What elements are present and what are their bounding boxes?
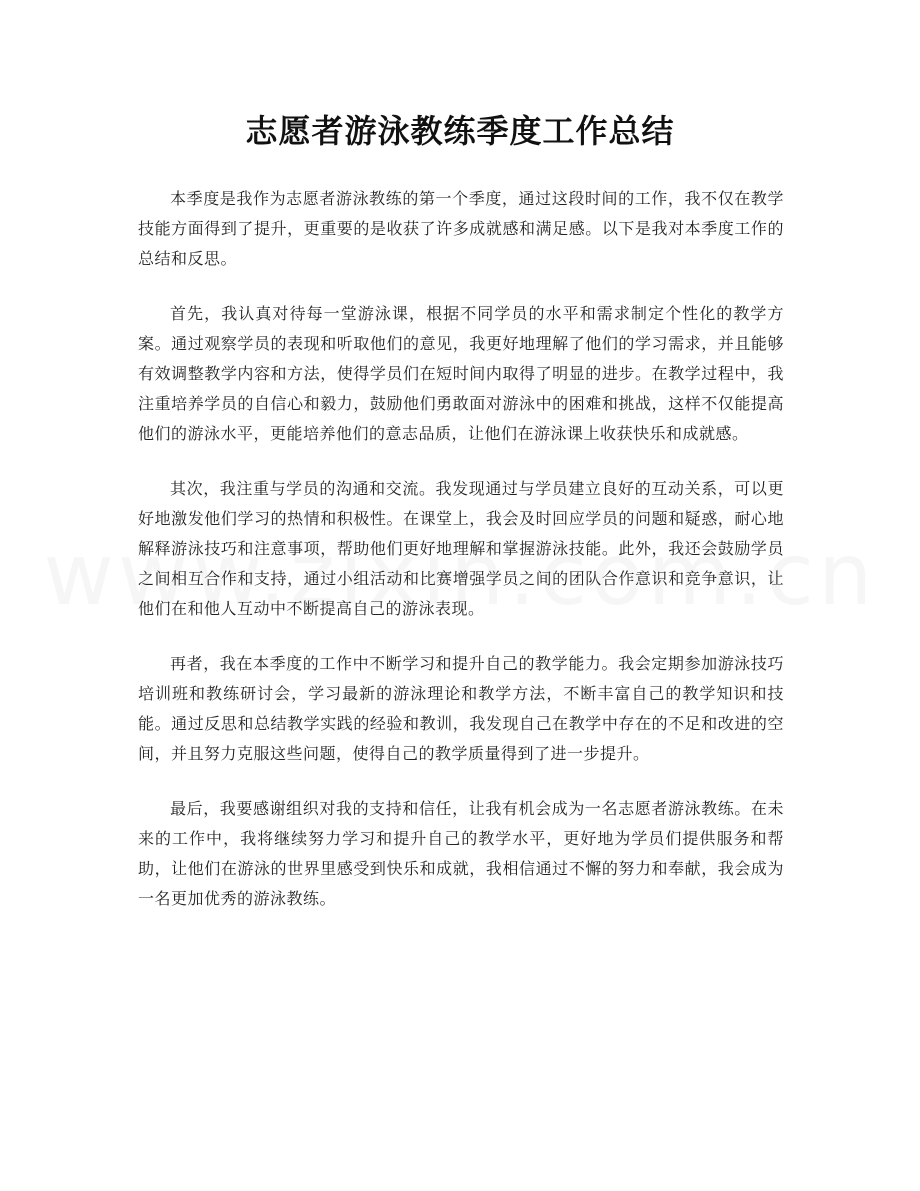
paragraph-intro: 本季度是我作为志愿者游泳教练的第一个季度，通过这段时间的工作，我不仅在教学技能方面得到了提升，更重要的是收获了许多成就感和满足感。以下是我对本季度工作的总结和反思。 xyxy=(138,189,784,268)
paragraph-second: 其次，我注重与学员的沟通和交流。我发现通过与学员建立良好的互动关系，可以更好地激发他们学习的热情和积极性。在课堂上，我会及时回应学员的问题和疑惑，耐心地解释游泳技巧和注意事项，帮助他们更好地理解和掌握游泳技能。此外，我还会鼓励学员之间相互合作和支持，通过小组活动和比赛增强学员之间的团队合作意识和竞争意识，让他们在和他人互动中不断提高自己的游泳表现。 xyxy=(138,479,784,618)
paragraph-third: 再者，我在本季度的工作中不断学习和提升自己的教学能力。我会定期参加游泳技巧培训班和教练研讨会，学习最新的游泳理论和教学方法，不断丰富自己的教学知识和技能。通过反思和总结教学实践的经验和教训，我发现自己在教学中存在的不足和改进的空间，并且努力克服这些问题，使得自己的教学质量得到了进一步提升。 xyxy=(138,654,784,763)
document-title: 志愿者游泳教练季度工作总结 xyxy=(245,112,675,150)
paragraph-conclusion: 最后，我要感谢组织对我的支持和信任，让我有机会成为一名志愿者游泳教练。在未来的工作中，我将继续努力学习和提升自己的教学水平，更好地为学员们提供服务和帮助，让他们在游泳的世界里感受到快乐和成就，我相信通过不懈的努力和奉献，我会成为一名更加优秀的游泳教练。 xyxy=(138,799,784,908)
paragraph-first: 首先，我认真对待每一堂游泳课，根据不同学员的水平和需求制定个性化的教学方案。通过观察学员的表现和听取他们的意见，我更好地理解了他们的学习需求，并且能够有效调整教学内容和方法，使得学员们在短时间内取得了明显的进步。在教学过程中，我注重培养学员的自信心和毅力，鼓励他们勇敢面对游泳中的困难和挑战，这样不仅能提高他们的游泳水平，更能培养他们的意志品质，让他们在游泳课上收获快乐和成就感。 xyxy=(138,304,784,443)
document-body xyxy=(138,184,784,939)
